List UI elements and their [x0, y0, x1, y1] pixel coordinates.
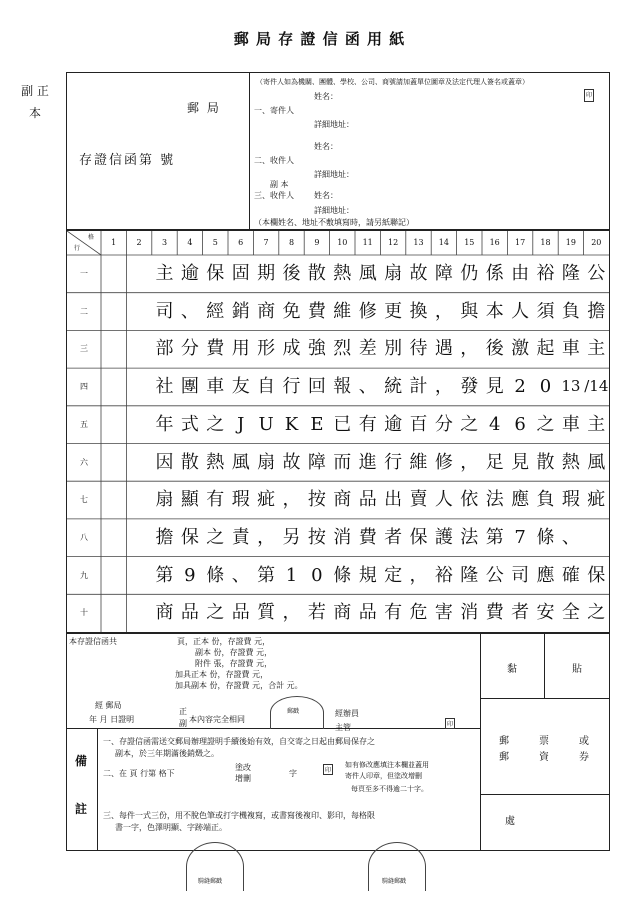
row-number: 七	[80, 495, 88, 505]
grid-char: 主	[155, 263, 174, 284]
grid-char: 護	[434, 526, 453, 548]
grid-corner-column-label: 格	[87, 234, 94, 241]
row-number: 三	[80, 344, 88, 354]
grid-char: 統	[384, 376, 403, 398]
column-number: 9	[314, 238, 320, 247]
grid-char: 後	[282, 263, 301, 284]
paste-char-1: 黏	[507, 664, 517, 675]
grid-char: 人	[434, 489, 453, 511]
fees-and-remarks-block	[66, 633, 610, 851]
sender-label: 一、寄件人	[254, 106, 294, 115]
grid-char: 責	[231, 526, 250, 548]
grid-char: 保	[206, 263, 225, 284]
grid-char: 費	[358, 526, 377, 548]
grid-char: 消	[333, 526, 352, 548]
grid-char: 障	[307, 451, 326, 473]
column-number: 20	[591, 238, 602, 247]
fees-line-5: 加具副本 份，存證費 元，合計 元。	[175, 681, 303, 690]
grid-char: 而	[333, 451, 352, 473]
grid-char: 式	[180, 413, 199, 435]
grid-char: 後	[485, 338, 504, 360]
grid-char: ，	[409, 564, 428, 586]
remark-3-line-2: 書一字，色澤明顯、字跡端正。	[115, 823, 227, 832]
grid-char: 風	[231, 451, 250, 473]
grid-char: 仍	[460, 263, 479, 284]
remark-3-line-1: 三、每件一式三份，用不脫色筆或打字機複寫，或書寫後複印、影印，每格限	[103, 811, 375, 820]
remark-2-stamp-box	[323, 764, 333, 775]
header-left	[67, 73, 250, 229]
sender-name-label: 姓名：	[314, 92, 338, 101]
grid-char: 車	[561, 338, 580, 360]
grid-char: 規	[358, 564, 377, 586]
grid-char: 另	[282, 526, 301, 548]
seam-seal-left-label: 騎縫郵戳	[198, 878, 223, 885]
remark-2-note-1: 如有修改應填注本欄並蓋用	[345, 761, 429, 769]
grid-char: 、	[180, 300, 199, 322]
grid-char: 由	[511, 263, 530, 284]
grid-char: 商	[333, 489, 352, 511]
grid-char: 逾	[180, 263, 199, 284]
grid-char: 負	[536, 489, 555, 511]
grid-char: 部	[155, 338, 174, 360]
column-number: 7	[263, 238, 269, 247]
column-number: 3	[161, 238, 168, 247]
grid-char: 9	[184, 564, 196, 586]
grid-char: /14	[584, 377, 609, 396]
grid-char: 害	[434, 602, 453, 624]
copy-type-line-2: 本	[28, 106, 41, 120]
grid-char: 隆	[460, 564, 479, 586]
grid-char: 有	[358, 413, 377, 435]
fees-line-3: 附件 張，存證費 元，	[195, 659, 273, 668]
remarks-label-1: 備	[75, 754, 88, 768]
column-number: 13	[413, 238, 424, 247]
grid-char: 社	[155, 376, 174, 398]
fees-line-2: 副本 份，存證費 元，	[195, 648, 273, 657]
grid-char: 風	[587, 451, 606, 473]
remark-2-note-3: 每頁至多不得逾二十字。	[351, 785, 428, 793]
grid-char: 法	[485, 489, 504, 511]
column-number: 6	[238, 238, 244, 247]
grid-char: 行	[384, 451, 403, 473]
grid-char: 車	[561, 413, 580, 435]
grid-char: 足	[485, 451, 504, 473]
cc-name-label: 姓名：	[314, 191, 338, 200]
grid-char: 修	[434, 451, 453, 473]
copy-type-line-1: 副 正	[21, 84, 49, 98]
grid-char: 見	[485, 376, 504, 398]
grid-char: 費	[307, 300, 326, 322]
grid-char: 待	[409, 338, 428, 360]
grid-char: 賣	[409, 489, 428, 511]
row-number: 四	[80, 382, 88, 392]
divider-place	[480, 794, 609, 795]
grid-char: 銷	[231, 300, 250, 322]
grid-char: 散	[180, 451, 199, 473]
grid-char: 發	[460, 376, 479, 398]
column-number: 17	[514, 238, 526, 247]
grid-char: ，	[460, 338, 479, 360]
column-number: 8	[288, 238, 295, 247]
grid-char: 商	[333, 602, 352, 624]
grid-char: 經	[206, 300, 225, 322]
grid-char: 故	[282, 451, 301, 473]
grid-char: 見	[511, 451, 530, 473]
grid-char: 扇	[257, 451, 276, 473]
column-number: 10	[337, 238, 348, 247]
grid-char: ，	[434, 376, 453, 398]
grid-char: 安	[536, 602, 555, 624]
grid-char: 主	[587, 338, 606, 360]
column-number: 16	[489, 238, 500, 247]
recipient-name-label: 姓名：	[314, 142, 338, 151]
certify-post-office: 經 郵局	[95, 701, 122, 710]
grid-char: 更	[384, 300, 403, 322]
remark-2-char: 字	[289, 769, 297, 778]
grid-char: 出	[384, 489, 403, 511]
cc-address-label: 詳細地址：	[314, 206, 354, 215]
column-number: 14	[438, 238, 449, 247]
postage-char-2: 票	[539, 736, 549, 747]
grid-char: ，	[434, 300, 453, 322]
grid-char: U	[258, 413, 274, 435]
sender-stamp-box	[584, 89, 594, 102]
certify-date: 年 月 日證明	[89, 715, 135, 724]
grid-char: 裕	[434, 564, 453, 586]
grid-char: 分	[434, 413, 453, 435]
grid-char: 須	[536, 300, 555, 322]
recipient-address-label: 詳細地址：	[314, 170, 354, 179]
divider-paste-mid	[544, 634, 545, 698]
grid-char: 保	[180, 526, 199, 548]
fees-line-1: 頁，正本 份，存證費 元，	[177, 637, 271, 646]
grid-char: ，	[282, 602, 301, 624]
grid-char: 擔	[587, 300, 606, 322]
divider-remarks	[97, 728, 98, 850]
cc-label-top: 副 本	[270, 180, 289, 189]
letter-number-label: 存證信函第 號	[79, 153, 176, 168]
remark-1-line-1: 一、存證信函需送交郵局辦理證明手續後始有效，自交寄之日起由郵局保存之	[103, 737, 375, 746]
grid-char: 質	[257, 602, 276, 624]
postage-char-6: 券	[579, 752, 589, 763]
grid-char: 品	[231, 602, 250, 624]
grid-char: J	[237, 413, 245, 435]
grid-char: 本	[485, 300, 504, 322]
grid-char: ，	[282, 489, 301, 511]
recipient-label: 二、收件人	[254, 156, 294, 165]
grid-char: 障	[434, 263, 453, 284]
grid-char: 疵	[587, 489, 606, 511]
seam-seal-right-label: 騎縫郵戳	[382, 878, 407, 885]
grid-char: 13	[561, 377, 581, 396]
grid-char: 係	[485, 263, 504, 284]
grid-char: 報	[333, 376, 352, 398]
grid-char: K	[284, 413, 299, 435]
grid-char: 百	[409, 413, 428, 435]
grid-char: 消	[460, 602, 479, 624]
remark-1-line-2: 副本，於三年期滿後銷燬之。	[115, 749, 219, 758]
grid-char: 成	[282, 338, 301, 360]
grid-char: 按	[307, 489, 326, 511]
grid-char: 品	[358, 602, 377, 624]
grid-char: ，	[460, 451, 479, 473]
remark-2-alter: 塗改	[235, 763, 251, 772]
remark-2-stamp-text: 印	[323, 764, 333, 775]
grid-char: 確	[561, 564, 580, 586]
grid-char: 形	[257, 338, 276, 360]
grid-char: 已	[333, 413, 352, 435]
grid-char: 依	[460, 489, 479, 511]
grid-char: 第	[155, 564, 174, 586]
sender-instruction: （寄件人如為機關、團體、學校、公司、商號請加蓋單位圖章及法定代理人簽名或蓋章）	[256, 78, 529, 86]
grid-char: 故	[409, 263, 428, 284]
grid-char: 按	[307, 526, 326, 548]
grid-char: 條	[333, 564, 352, 586]
grid-corner-row-label: 行	[73, 245, 80, 252]
grid-char: 扇	[155, 489, 174, 511]
grid-char: 車	[206, 376, 225, 398]
grid-char: 有	[384, 602, 403, 624]
grid-char: 與	[460, 300, 479, 322]
remark-2-add-delete: 增刪	[235, 774, 251, 783]
cc-label-bottom: 三、收件人	[254, 191, 294, 200]
grid-char: 風	[358, 263, 377, 284]
grid-char: 年	[155, 413, 174, 435]
grid-char: 之	[460, 413, 479, 435]
row-number: 一	[80, 269, 88, 278]
column-number: 4	[187, 238, 193, 247]
row-number: 五	[80, 419, 88, 429]
grid-char: 第	[485, 526, 504, 548]
column-number: 19	[565, 238, 576, 247]
post-office-label: 郵 局	[187, 101, 221, 115]
grid-char: 別	[384, 338, 403, 360]
header-footnote: （本欄姓名、地址不敷填寫時，請另紙聯記）	[254, 218, 414, 227]
grid-char: 團	[180, 376, 199, 398]
grid-char: 商	[155, 602, 174, 624]
grid-char: 擔	[155, 526, 174, 548]
sender-stamp-text: 印	[584, 89, 594, 102]
grid-char: 換	[409, 300, 428, 322]
divider-right	[480, 634, 481, 850]
header-right	[250, 73, 610, 229]
sender-address-label: 詳細地址：	[314, 120, 354, 129]
postage-char-4: 郵	[499, 752, 509, 763]
grid-char: ，	[257, 526, 276, 548]
fees-line-4: 加具正本 份，存證費 元，	[175, 670, 269, 679]
grid-char: 條	[536, 526, 555, 548]
grid-char: 保	[409, 526, 428, 548]
grid-char: 用	[231, 338, 250, 360]
grid-char: 友	[231, 376, 250, 398]
grid-char: 扇	[384, 263, 403, 284]
grid-char: 之	[206, 526, 225, 548]
grid-char: 回	[307, 376, 326, 398]
grid-char: 0	[311, 564, 323, 586]
fees-heading: 本存證信函共	[69, 637, 117, 646]
row-number: 二	[80, 306, 88, 316]
postage-char-5: 資	[539, 752, 549, 763]
grid-char: 應	[511, 489, 530, 511]
grid-char: 起	[536, 338, 555, 360]
grid-char: 分	[180, 338, 199, 360]
grid-char: 司	[155, 300, 174, 322]
postage-char-3: 或	[579, 736, 589, 747]
grid-char: 疵	[257, 489, 276, 511]
grid-char: 期	[257, 263, 276, 284]
grid-char: 遇	[434, 338, 453, 360]
grid-char: 7	[514, 526, 526, 548]
grid-char: 瑕	[231, 489, 250, 511]
grid-char: 第	[257, 564, 276, 586]
remark-2-note-2: 寄件人印章，但塗改增刪	[345, 772, 422, 780]
row-number: 八	[80, 532, 88, 542]
grid-char: 2	[514, 376, 526, 398]
grid-char: 烈	[333, 338, 352, 360]
grid-char: 若	[307, 602, 326, 624]
grid-char: 熱	[561, 451, 580, 473]
grid-char: 1	[285, 564, 298, 586]
grid-char: 免	[282, 300, 301, 322]
place-char: 處	[505, 816, 515, 827]
grid-char: 散	[307, 263, 326, 284]
column-number: 5	[212, 238, 218, 247]
header-block	[66, 72, 610, 230]
grid-char: 熱	[333, 263, 352, 284]
grid-char: 修	[358, 300, 377, 322]
letter-grid	[66, 230, 610, 633]
certify-copy: 副	[179, 719, 187, 728]
column-number: 18	[540, 238, 551, 247]
grid-char: 逾	[384, 413, 403, 435]
handler-label: 經辦員	[335, 709, 359, 718]
grid-char: 4	[488, 413, 501, 435]
grid-char: 費	[206, 338, 225, 360]
remarks-label-2: 註	[75, 802, 88, 816]
grid-char: 行	[282, 376, 301, 398]
grid-char: 裕	[536, 263, 555, 284]
grid-char: 負	[561, 300, 580, 322]
grid-char: 因	[155, 451, 174, 473]
grid-char: 隆	[561, 263, 580, 284]
column-number: 15	[464, 238, 475, 247]
grid-char: 人	[511, 300, 530, 322]
certify-original: 正	[179, 707, 187, 716]
grid-char: 之	[206, 602, 225, 624]
grid-char: 進	[358, 451, 377, 473]
grid-char: 、	[561, 526, 580, 548]
grid-char: 瑕	[561, 489, 580, 511]
grid-char: 者	[511, 602, 530, 624]
grid-char: 者	[384, 526, 403, 548]
grid-char: 0	[539, 376, 552, 398]
grid-char: 、	[358, 376, 377, 398]
remark-2-position: 二、在 頁 行第 格下	[103, 769, 175, 778]
column-number: 2	[136, 238, 142, 247]
grid-char: 自	[257, 376, 276, 398]
grid-char: 定	[384, 564, 403, 586]
postage-char-1: 郵	[499, 736, 509, 747]
grid-char: 差	[358, 338, 377, 360]
grid-char: 全	[561, 602, 580, 624]
grid-char: 之	[206, 413, 225, 435]
row-number: 六	[80, 457, 88, 467]
grid-char: 品	[358, 489, 377, 511]
column-number: 1	[111, 238, 117, 247]
divider-paste	[480, 698, 609, 699]
column-number: 11	[362, 238, 373, 247]
grid-char: 品	[180, 602, 199, 624]
column-number: 12	[387, 238, 399, 247]
grid-char: 激	[511, 338, 530, 360]
grid-char: 之	[536, 413, 555, 435]
grid-char: 之	[587, 602, 606, 624]
grid-char: E	[310, 413, 324, 435]
supervisor-label: 主管	[335, 723, 351, 732]
copy-type-label	[10, 80, 60, 124]
grid-char: 強	[307, 338, 326, 360]
row-number: 九	[80, 570, 88, 580]
grid-char: 維	[333, 300, 352, 322]
supervisor-stamp-box	[445, 718, 455, 729]
supervisor-stamp-text: 印	[445, 718, 455, 729]
grid-char: 法	[460, 526, 479, 548]
certify-statement: 本內容完全相同	[189, 715, 245, 724]
grid-char: 計	[409, 376, 428, 398]
grid-char: 顯	[180, 489, 199, 511]
grid-char: 費	[485, 602, 504, 624]
row-number: 十	[80, 608, 88, 618]
grid-char: 公	[587, 263, 606, 284]
grid-char: 維	[409, 451, 428, 473]
grid-char: 條	[206, 564, 225, 586]
grid-char: 熱	[206, 451, 225, 473]
form-title: 郵 局 存 證 信 函 用 紙	[233, 30, 406, 48]
grid-char: 有	[206, 489, 225, 511]
grid-char: 6	[514, 413, 526, 435]
paste-char-2: 貼	[572, 664, 582, 675]
postmark-label: 郵戳	[287, 708, 300, 715]
grid-char: 司	[511, 564, 530, 586]
grid-char: 公	[485, 564, 504, 586]
grid-char: 主	[587, 413, 606, 435]
grid-char: 散	[536, 451, 555, 473]
grid-char: 危	[409, 602, 428, 624]
grid-char: 固	[231, 263, 250, 284]
grid-char: 商	[257, 300, 276, 322]
grid-char: 保	[587, 564, 606, 586]
grid-char: 應	[536, 564, 555, 586]
grid-char: 、	[231, 564, 250, 586]
